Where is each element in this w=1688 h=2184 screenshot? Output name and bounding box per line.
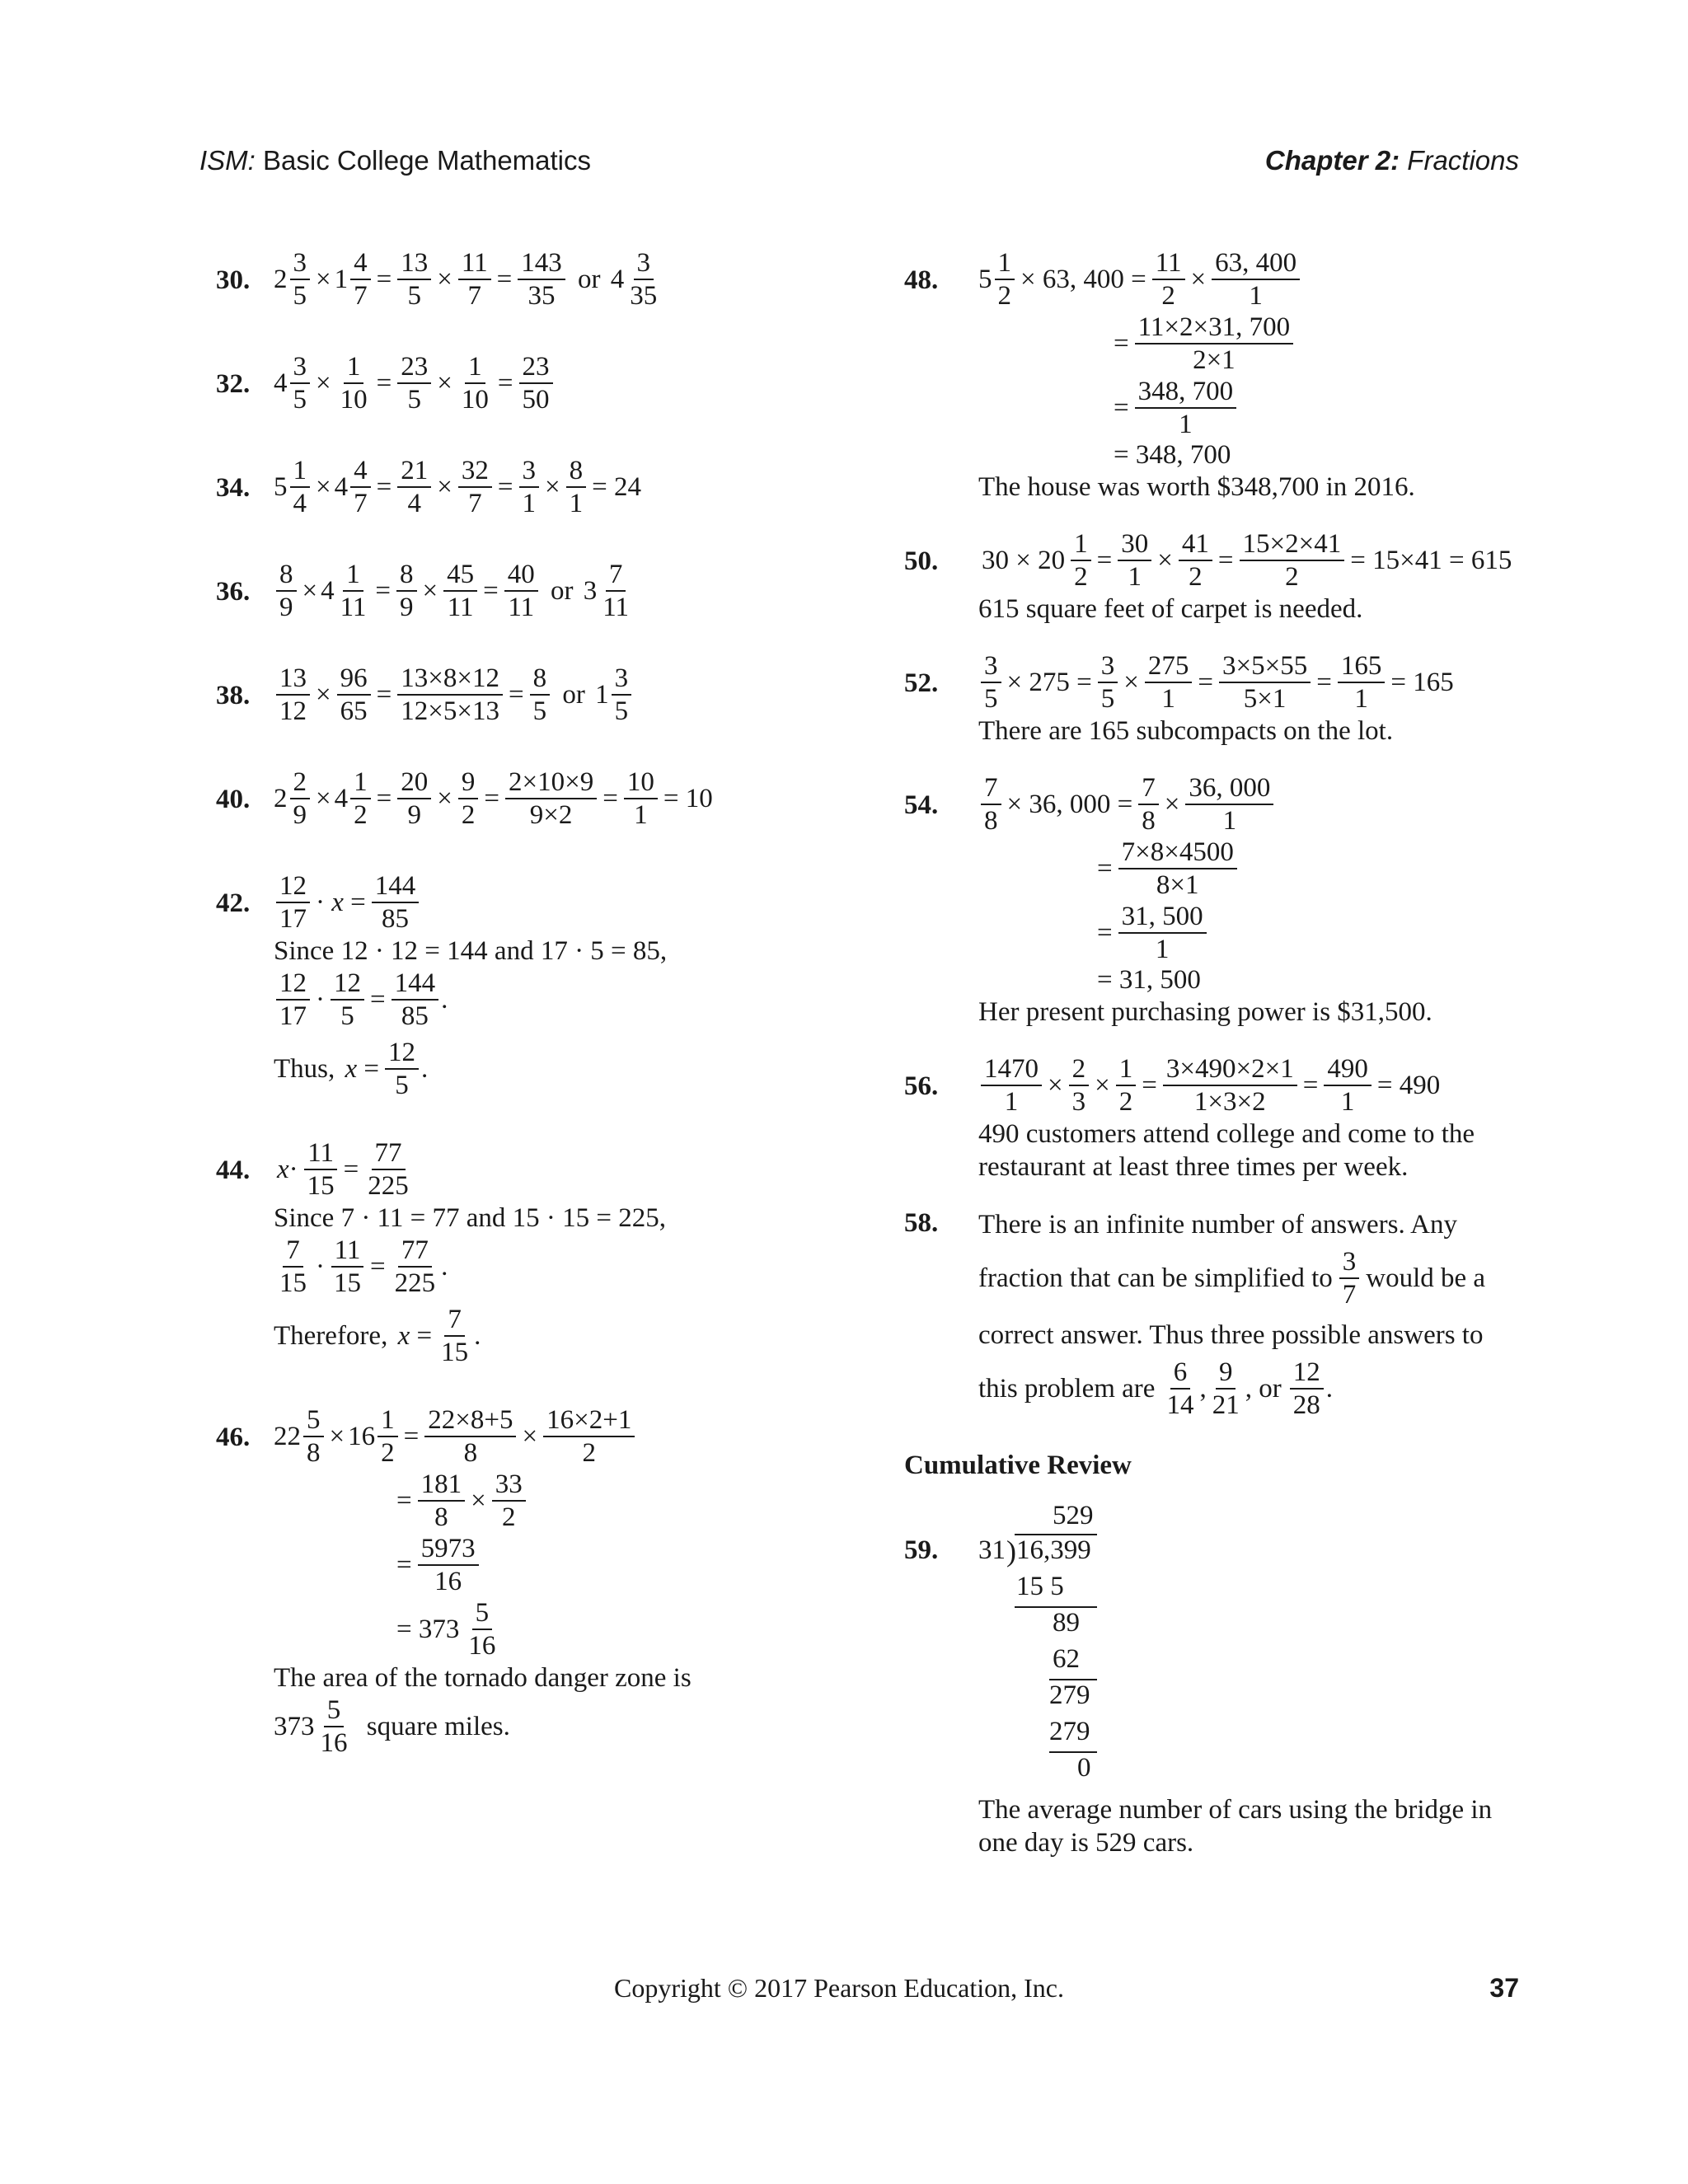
- page-number: 37: [1489, 1973, 1519, 2003]
- result-text: There are 165 subcompacts on the lot.: [978, 716, 1394, 746]
- dividend: 16,399: [1016, 1535, 1091, 1565]
- equation: = $\frac{7\times 8\times 4500}{8\times 1}$: [1094, 837, 1531, 901]
- copyright-footer: Copyright © 2017 Pearson Education, Inc.: [614, 1973, 1064, 2003]
- divisor: 31: [978, 1535, 1006, 1565]
- right-column: [904, 247, 1531, 1859]
- result-text: The house was worth $348,700 in 2016.: [978, 472, 1415, 502]
- problem-38: [216, 663, 908, 737]
- explanation-text: Since 12 · 12 = 144 and 17 · 5 = 85,: [274, 936, 668, 966]
- final-remainder: 0: [1077, 1753, 1091, 1783]
- problem-46: [216, 1404, 908, 1759]
- problem-34: [216, 455, 908, 529]
- problem-42: [216, 870, 908, 1101]
- running-header-right: [1265, 145, 1519, 176]
- equation: $\frac{7}{8}$ × 36, 000 = $\frac{7}{8}$ × $\frac{36, 000}{1}$: [978, 772, 1531, 837]
- equation: = $\frac{31, 500}{1}$: [1094, 901, 1531, 965]
- problem-number: 52.: [904, 668, 939, 698]
- result-text: Her present purchasing power is $31,500.: [978, 997, 1432, 1027]
- equation: = 31, 500: [1097, 965, 1201, 995]
- equation: = $\frac{5973}{16}$: [393, 1533, 908, 1597]
- problem-number: 42.: [216, 888, 251, 918]
- problem-number: 44.: [216, 1155, 251, 1185]
- equation: x· $\frac{11}{15}$ = $\frac{77}{225}$: [277, 1138, 409, 1201]
- left-column: [216, 247, 908, 1759]
- therefore-label: Therefore,: [274, 1320, 388, 1351]
- problem-number: 48.: [904, 265, 939, 295]
- equation: Thus, x = $\frac{12}{5}$ .: [274, 1038, 429, 1100]
- quotient: 529: [1053, 1501, 1094, 1530]
- units-text: square miles.: [366, 1711, 510, 1741]
- answer-text: fraction that can be simplified to: [978, 1263, 1333, 1293]
- section-heading: Cumulative Review: [904, 1451, 1132, 1480]
- equation: $\frac{1470}{1}$ × $\frac{2}{3}$ × $\frac{1}{2}$ = $\frac{3\times 490\times 2\times 1}{1\times 3\times 2}$ = $\frac{490}{1}$ = 490: [978, 1053, 1531, 1118]
- problem-36: [216, 559, 908, 633]
- problem-number: 36.: [216, 577, 251, 607]
- problem-44: [216, 1137, 908, 1368]
- problem-30: [216, 247, 908, 321]
- division-bracket: ): [1006, 1535, 1016, 1568]
- answer-text: There is an infinite number of answers. Any: [978, 1210, 1458, 1240]
- equation: $\frac{8}{9}$ × 4 1 11 = $\frac{8}{9}$ × $\frac{45}{11}$ = $\frac{40}{11}$ or 3 7 11: [274, 559, 908, 623]
- equation: Therefore, x = $\frac{7}{15}$ .: [274, 1305, 481, 1367]
- problem-number: 58.: [904, 1208, 939, 1238]
- step-subtract: 279: [1049, 1717, 1090, 1746]
- answer-text: this problem are: [978, 1373, 1156, 1404]
- result-text: The area of the tornado danger zone is: [274, 1663, 692, 1693]
- problem-number: 40.: [216, 785, 251, 814]
- problem-number: 59.: [904, 1535, 939, 1565]
- explanation-text: Since 7 · 11 = 77 and 15 · 15 = 225,: [274, 1203, 666, 1233]
- problem-number: 32.: [216, 369, 251, 399]
- problem-number: 50.: [904, 546, 939, 576]
- equation: 4 3 5 × $\frac{1}{10}$ = $\frac{23}{5}$ × $\frac{1}{10}$ = $\frac{23}{50}$: [274, 351, 908, 415]
- long-division: [978, 1501, 1531, 1793]
- result-text: 490 customers attend college and come to the: [978, 1119, 1475, 1149]
- step-subtract: 62: [1053, 1644, 1080, 1674]
- thus-label: Thus,: [274, 1053, 335, 1084]
- answer-line: this problem are 6 14 , 9 21 , or 12 28 .: [978, 1357, 1333, 1420]
- problem-number: 56.: [904, 1071, 939, 1101]
- header-chapter-number: Chapter 2:: [1264, 145, 1400, 176]
- header-book-title: Basic College Mathematics: [255, 145, 592, 176]
- equation: = $\frac{348, 700}{1}$: [1110, 376, 1531, 440]
- result-value: 373 5 16 square miles.: [274, 1695, 510, 1758]
- answer-text: correct answer. Thus three possible answers to: [978, 1320, 1484, 1350]
- result-text: one day is 529 cars.: [978, 1828, 1194, 1858]
- result-text: restaurant at least three times per week.: [978, 1152, 1409, 1182]
- step-remainder: 279: [1049, 1680, 1090, 1710]
- equation: 12 17 · $\frac{12}{5}$ = $\frac{144}{85}$ .: [274, 968, 908, 1032]
- running-header-left: [199, 145, 591, 176]
- problem-number: 54.: [904, 790, 939, 820]
- equation: 7 15 · $\frac{11}{15}$ = $\frac{77}{225}$ .: [279, 1235, 448, 1298]
- problem-48: [904, 247, 1531, 504]
- problem-32: [216, 351, 908, 425]
- result-text: The average number of cars using the bridge in: [978, 1795, 1493, 1825]
- equation: = 373 5 16: [396, 1598, 496, 1661]
- problem-number: 34.: [216, 473, 251, 503]
- equation: $\frac{13}{12}$ × $\frac{96}{65}$ = $\frac{13\times 8\times 12}{12\times 5\times 13}$ = $\frac{8}{5}$ or 1 3 5: [274, 663, 908, 727]
- result-text: 615 square feet of carpet is needed.: [978, 594, 1363, 624]
- or-text: or: [1259, 1373, 1282, 1404]
- equation: = 348, 700: [1114, 440, 1231, 470]
- step-remainder: 89: [1053, 1608, 1080, 1638]
- equation: = $\frac{11\times 2\times 31, 700}{2\times 1}$: [1110, 312, 1531, 376]
- problem-40: [216, 766, 908, 841]
- equation: 5 1 4 × 4 4 7 = $\frac{21}{4}$ × $\frac{32}{7}$ = $\frac{3}{1}$ × $\frac{8}{1}$ = 24: [274, 456, 641, 518]
- equation: 30 × 20 $\frac{1}{2}$ = $\frac{30}{1}$ × $\frac{41}{2}$ = $\frac{15\times 2\times 41}{2}$ = 15×41 = 615: [982, 529, 1512, 592]
- equation: 2 3 5 × 1 4 7 = $\frac{13}{5}$ × $\frac{11}{7}$ = $\frac{143}{35}$ or 4 3 35: [274, 248, 658, 311]
- equation: $\frac{3}{5}$ × 275 = $\frac{3}{5}$ × $\frac{275}{1}$ = $\frac{3\times 5\times 55}{5\times 1}$ = $\frac{165}{1}$ = 165: [978, 650, 1531, 715]
- problem-number: 46.: [216, 1422, 251, 1452]
- problem-58: [904, 1208, 1531, 1421]
- header-book-abbrev: ISM:: [199, 145, 256, 176]
- problem-number: 38.: [216, 681, 251, 710]
- equation: 12 17 · x = $\frac{144}{85}$: [274, 870, 908, 935]
- answer-text: would be a: [1366, 1263, 1486, 1293]
- equation: 2 2 9 × 4 1 2 = $\frac{20}{9}$ × $\frac{9}{2}$ = $\frac{2\times 10\times 9}{9\times 2}$ = $\frac{10}{1}$ = 10: [274, 767, 713, 830]
- problem-59: [904, 1501, 1531, 1859]
- equation: 22 5 8 × 16 1 2 = $\frac{22\times 8+5}{8}$ × $\frac{16\times 2+1}{2}$: [274, 1404, 908, 1469]
- header-chapter-title: Fractions: [1400, 145, 1519, 176]
- problem-54: [904, 772, 1531, 1029]
- equation: = $\frac{181}{8}$ × $\frac{33}{2}$: [393, 1469, 908, 1533]
- problem-52: [904, 650, 1531, 748]
- problem-50: [904, 528, 1531, 626]
- equation: 5 1 2 × 63, 400 = $\frac{11}{2}$ × $\frac{63, 400}{1}$: [978, 247, 1531, 312]
- answer-line: fraction that can be simplified to 3 7 would be a: [978, 1247, 1486, 1310]
- step-subtract: 15 5: [1016, 1572, 1064, 1601]
- problem-number: 30.: [216, 265, 251, 295]
- problem-56: [904, 1053, 1531, 1183]
